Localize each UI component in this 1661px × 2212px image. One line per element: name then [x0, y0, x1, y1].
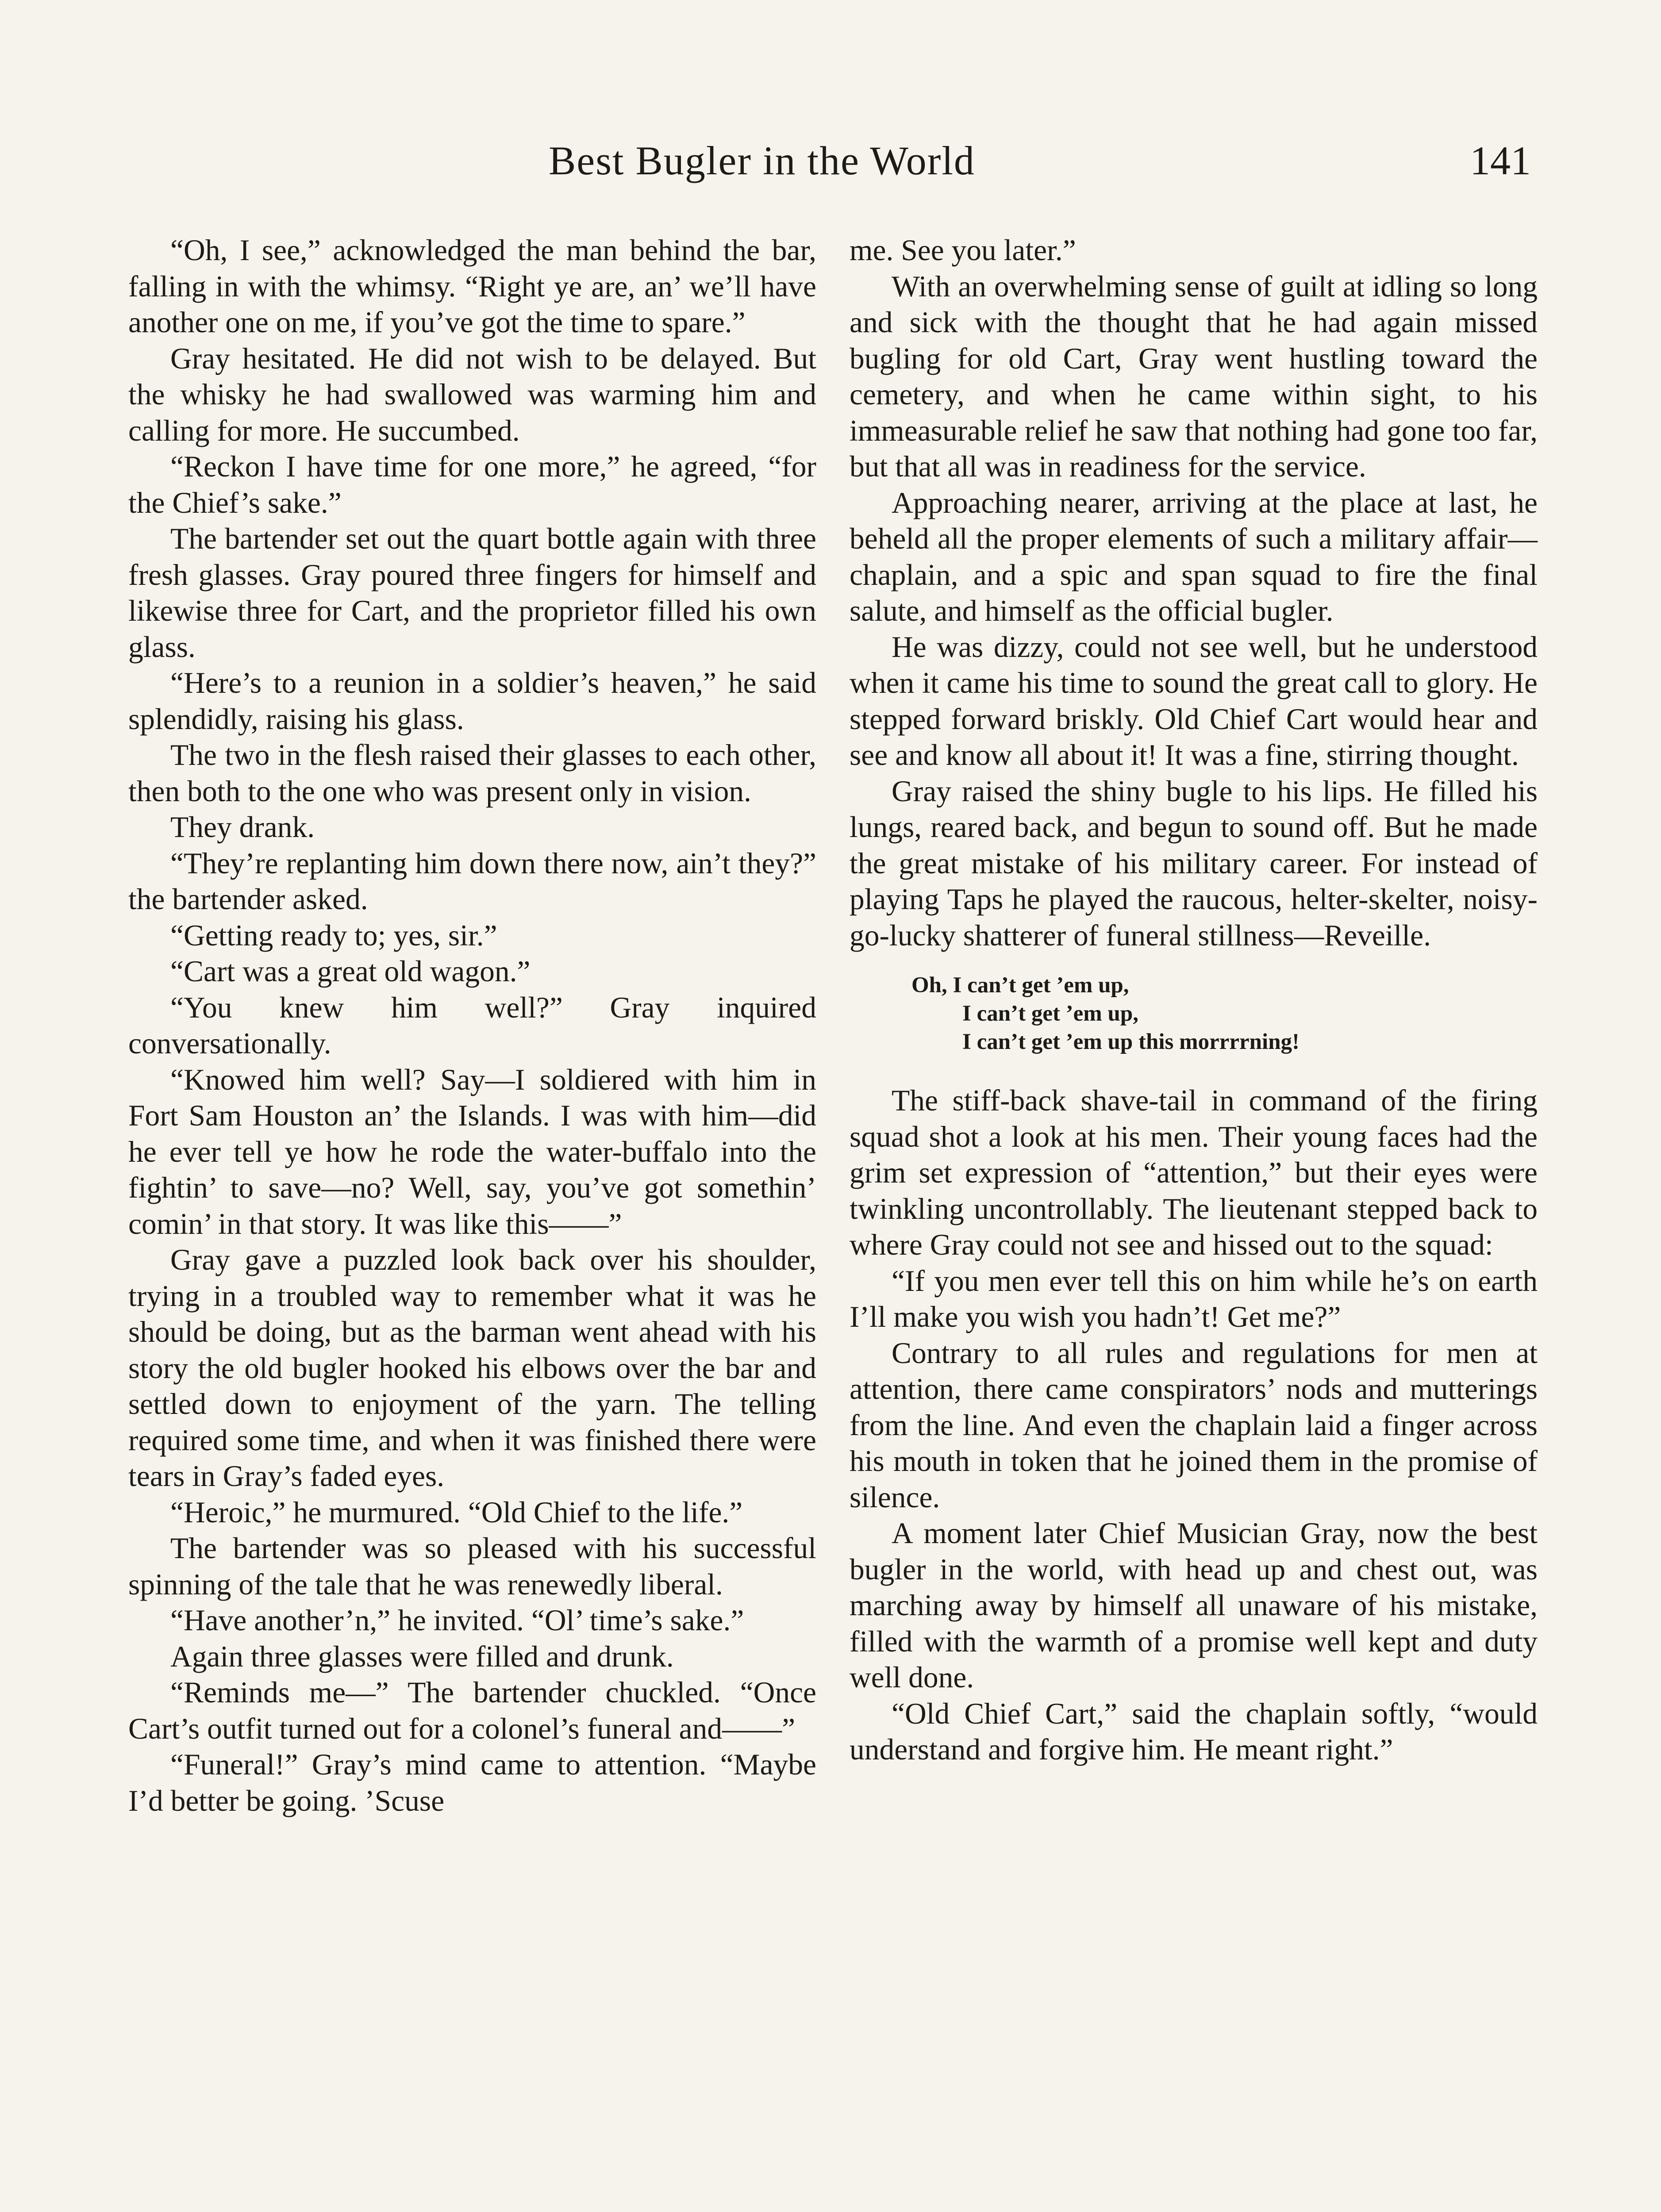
paragraph: With an overwhelming sense of guilt at idling so long and sick with the thought that he had again missed bugling for old Cart, Gray went hustling toward the cemetery, and when he came within sight, to his immeasurable relief he saw that nothing had gone too far, but that all was in readiness for the service.: [850, 269, 1538, 483]
right-column-upper: [850, 232, 1538, 953]
paragraph: “You knew him well?” Gray inquired conversationally.: [128, 991, 816, 1060]
paragraph: Gray raised the shiny bugle to his lips. He filled his lungs, reared back, and begun to sound off. But he made the great mistake of his military career. For instead of playing Taps he played the raucous, helter-skelter, noisy-go-lucky shatterer of funeral stillness—Reveille.: [850, 774, 1538, 952]
paragraph: Again three glasses were filled and drunk.: [170, 1640, 674, 1673]
paragraph: me. See you later.”: [850, 234, 1076, 267]
paragraph: Contrary to all rules and regulations for men at attention, there came conspirators’ nods and mutterings from the line. And even the chaplain laid a finger across his mouth in token that he joined them in the promise of silence.: [850, 1336, 1538, 1514]
paragraph: “Knowed him well? Say—I soldiered with him in Fort Sam Houston an’ the Islands. I was with him—did he ever tell ye how he rode the water-buffalo into the fightin’ to save—no? Well, say, you’ve got somethin’ comin’ in that story. It was like this——”: [128, 1063, 816, 1240]
verse-line: Oh, I can’t get ’em up,: [911, 973, 1129, 998]
paragraph: The bartender set out the quart bottle again with three fresh glasses. Gray poured three fingers for himself and likewise three for Cart, and the proprietor filled his own glass.: [128, 522, 816, 664]
paragraph: “Funeral!” Gray’s mind came to attention. “Maybe I’d better be going. ’Scuse: [128, 1748, 816, 1817]
paragraph: “If you men ever tell this on him while he’s on earth I’ll make you wish you hadn’t! Get me?”: [850, 1264, 1538, 1333]
paragraph: A moment later Chief Musician Gray, now the best bugler in the world, with head up and chest out, was marching away by himself all unaware of his mistake, filled with the warmth of a promise well kept and duty well done.: [850, 1517, 1538, 1694]
page-header: [549, 137, 1531, 204]
right-column: [850, 232, 1538, 1768]
left-column: [128, 232, 816, 1819]
paragraph: “Reckon I have time for one more,” he agreed, “for the Chief’s sake.”: [128, 450, 816, 519]
paragraph: The stiff-back shave-tail in command of the firing squad shot a look at his men. Their young faces had the grim set expression of “attention,” but their eyes were twinkling uncontrollably. The lieutenant stepped back to where Gray could not see and hissed out to the squad:: [850, 1084, 1538, 1261]
verse-line: I can’t get ’em up,: [962, 1001, 1139, 1026]
paragraph: The two in the flesh raised their glasses to each other, then both to the one who was present only in vision.: [128, 738, 816, 808]
page-number: 141: [1470, 138, 1531, 183]
paragraph: “They’re replanting him down there now, ain’t they?” the bartender asked.: [128, 846, 816, 916]
reveille-verse: [911, 971, 1538, 1056]
paragraph: “Here’s to a reunion in a soldier’s heaven,” he said splendidly, raising his glass.: [128, 666, 816, 736]
paragraph: Gray gave a puzzled look back over his shoulder, trying in a troubled way to remember what it was he should be doing, but as the barman went ahead with his story the old bugler hooked his elbows over the bar and settled down to enjoyment of the yarn. The telling required some time, and when it was finished there were tears in Gray’s faded eyes.: [128, 1243, 816, 1493]
paragraph: Approaching nearer, arriving at the place at last, he beheld all the proper elements of such a military affair—chaplain, and a spic and span squad to fire the final salute, and himself as the official bugler.: [850, 486, 1538, 627]
paragraph: The bartender was so pleased with his successful spinning of the tale that he was renewedly liberal.: [128, 1532, 816, 1601]
paragraph: Gray hesitated. He did not wish to be delayed. But the whisky he had swallowed was warming him and calling for more. He succumbed.: [128, 342, 816, 447]
paragraph: “Old Chief Cart,” said the chaplain softly, “would understand and forgive him. He meant right.”: [850, 1697, 1538, 1766]
paragraph: “Reminds me—” The bartender chuckled. “Once Cart’s outfit turned out for a colonel’s funeral and——”: [128, 1676, 816, 1745]
paragraph: “Have another’n,” he invited. “Ol’ time’s sake.”: [170, 1604, 744, 1637]
paragraph: “Cart was a great old wagon.”: [170, 955, 531, 988]
paragraph: They drank.: [170, 810, 315, 844]
running-title: Best Bugler in the World: [549, 138, 975, 183]
paragraph: “Heroic,” he murmured. “Old Chief to the life.”: [170, 1495, 743, 1529]
paragraph: “Getting ready to; yes, sir.”: [170, 918, 497, 952]
verse-line: I can’t get ’em up this morrrrning!: [962, 1029, 1300, 1054]
paragraph: He was dizzy, could not see well, but he understood when it came his time to sound the great call to glory. He stepped forward briskly. Old Chief Cart would hear and see and know all about it! It was a fine, stirring thought.: [850, 630, 1538, 772]
paragraph: “Oh, I see,” acknowledged the man behind the bar, falling in with the whimsy. “Right ye are, an’ we’ll have another one on me, if you’ve got the time to spare.”: [128, 234, 816, 339]
right-column-lower: [850, 1083, 1538, 1768]
